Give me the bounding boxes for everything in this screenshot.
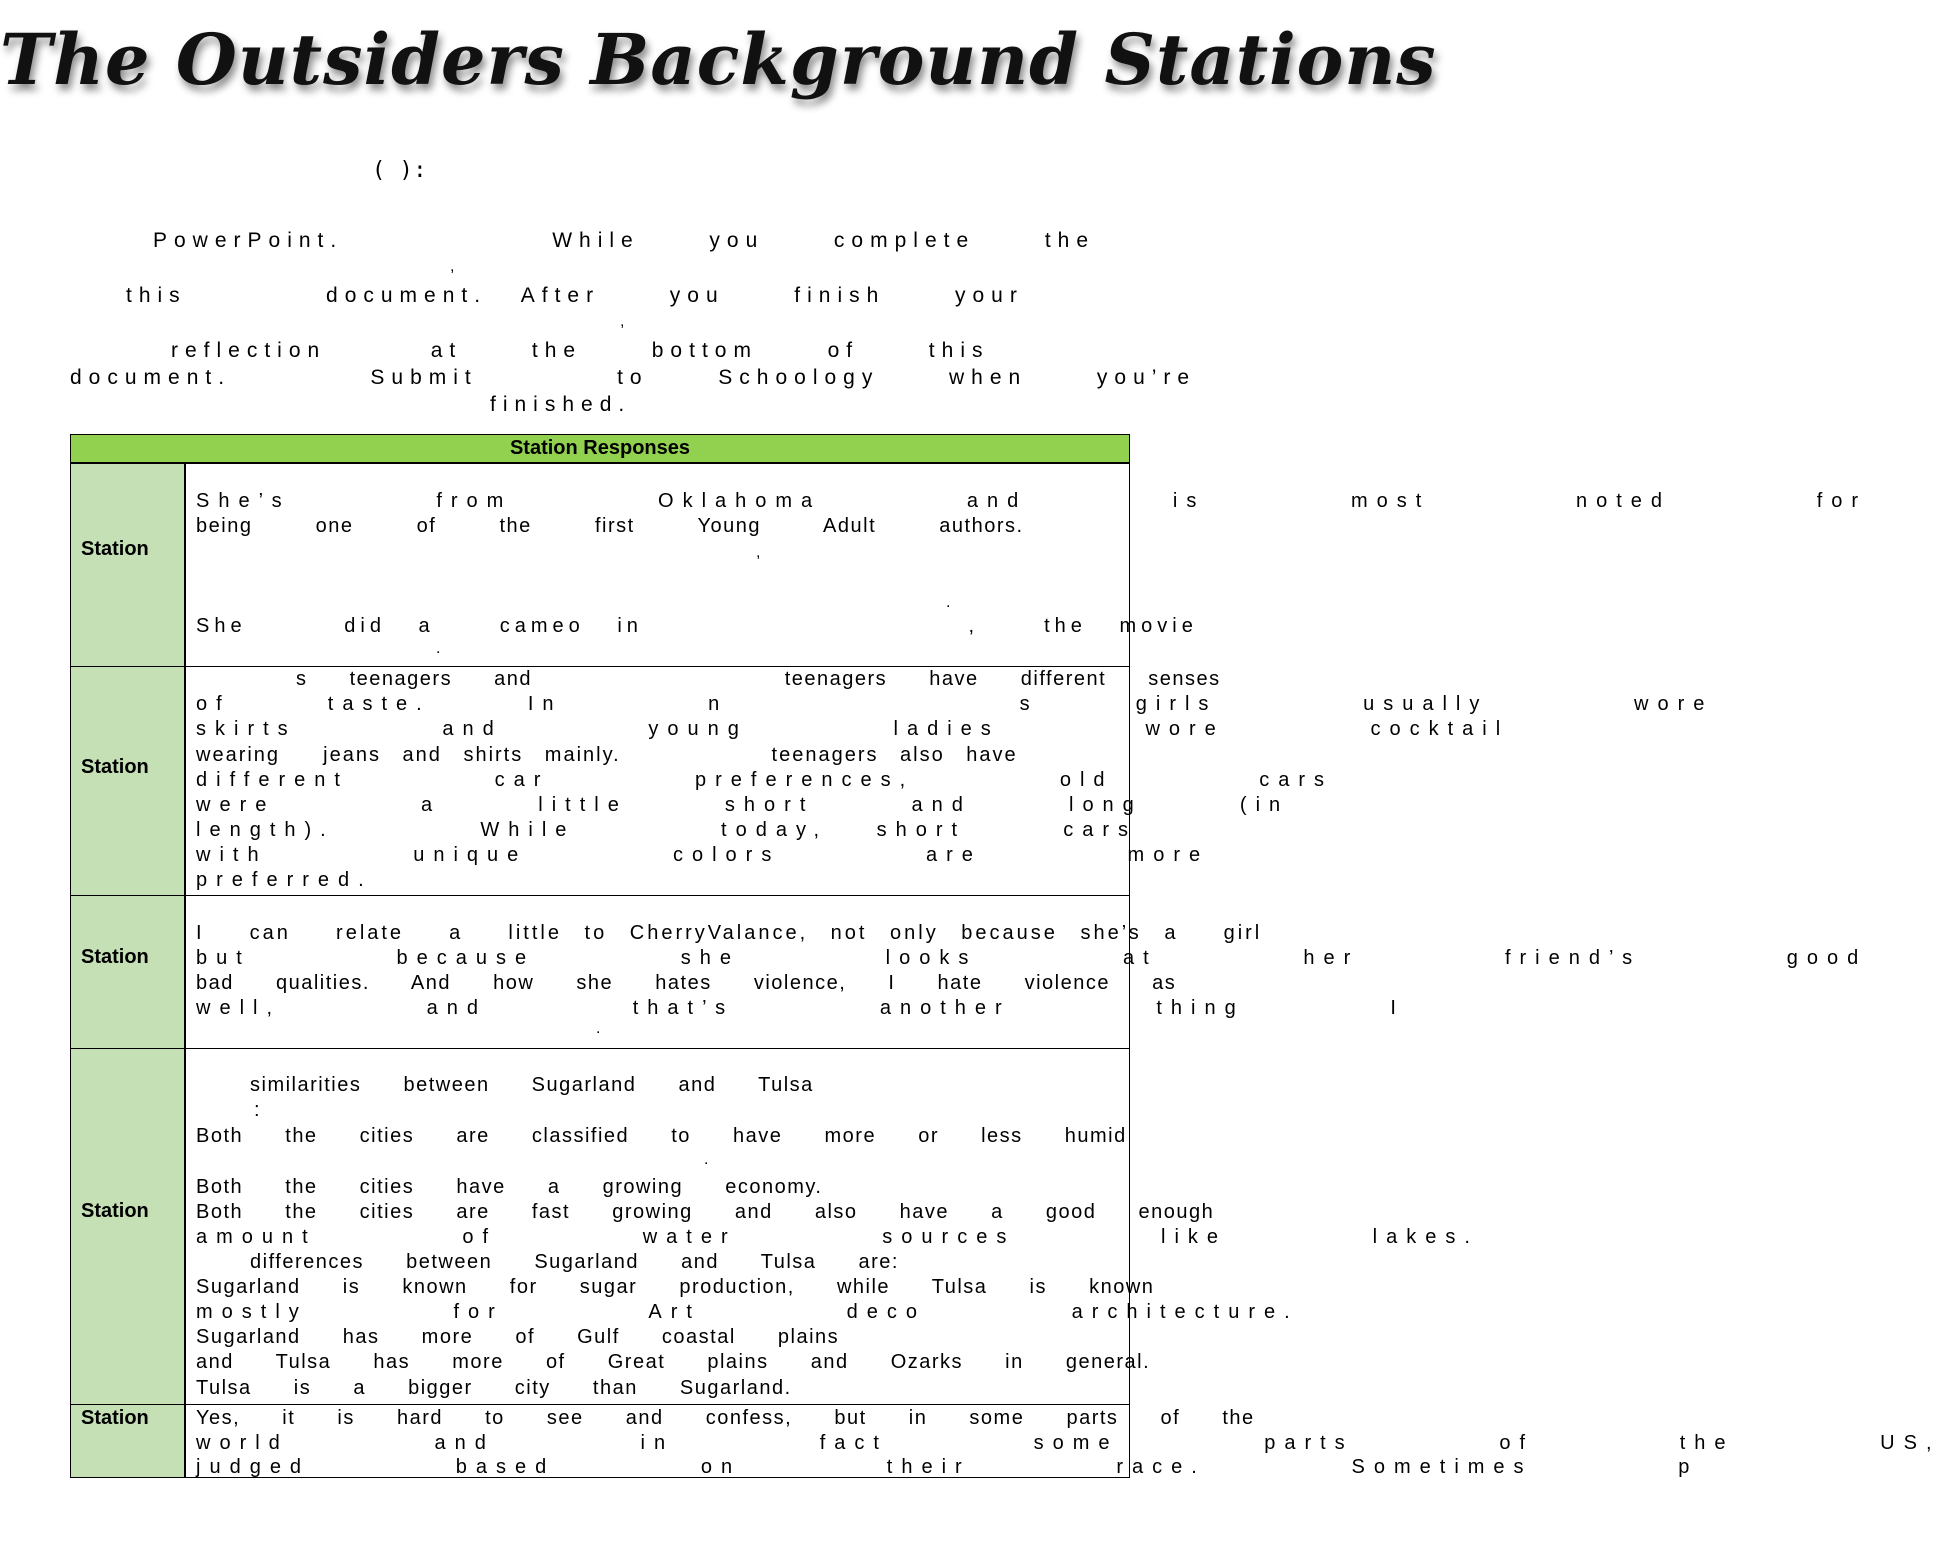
table-row xyxy=(71,1048,1479,1404)
intro-line-5: finished. xyxy=(490,393,632,416)
response-line: judged based on their race. Sometimes p xyxy=(196,1456,1699,1478)
response-line: She’s from Oklahoma and is most noted for xyxy=(196,490,1868,512)
table-header-label: Station Responses xyxy=(509,437,691,459)
response-line: world and in fact some parts of the US, xyxy=(196,1432,1941,1454)
table-row xyxy=(71,666,1714,895)
response-line: , xyxy=(756,544,761,561)
response-line: but because she looks at her friend’s good xyxy=(196,947,1868,969)
station-label-cell xyxy=(71,896,186,1048)
response-line: being one of the first Young Adult authors. xyxy=(196,515,1024,537)
response-line: s teenagers and teenagers have different senses xyxy=(296,668,1221,690)
station-label: Station xyxy=(81,946,149,968)
response-cell xyxy=(186,464,1868,666)
response-line: skirts and young ladies wore cocktail xyxy=(196,718,1510,740)
response-line: . xyxy=(596,1020,601,1037)
response-line: mostly for Art deco architecture. xyxy=(196,1301,1299,1323)
response-line: bad qualities. And how she hates violence, I hate violence as xyxy=(196,972,1177,994)
name-line: ( ): xyxy=(372,158,427,183)
station-label-cell xyxy=(71,1049,186,1404)
station-label: Station xyxy=(81,538,149,560)
response-cell xyxy=(186,667,1714,895)
response-line: : xyxy=(254,1099,260,1121)
response-line: similarities between Sugarland and Tulsa xyxy=(250,1074,814,1096)
intro-line-4: document. Submit to Schoology when you’re xyxy=(70,366,1197,389)
station-label-cell xyxy=(71,667,186,895)
response-line: Sugarland has more of Gulf coastal plains xyxy=(196,1326,840,1348)
response-line: . xyxy=(704,1151,709,1168)
response-line: with unique colors are more xyxy=(196,844,1210,866)
response-line: . xyxy=(946,594,951,611)
response-line: Sugarland is known for sugar production, while Tulsa is known xyxy=(196,1276,1155,1298)
intro-comma-2: , xyxy=(620,313,625,330)
table-row xyxy=(71,1404,1941,1478)
station-label: Station xyxy=(81,1200,149,1222)
response-line: wearing jeans and shirts mainly. teenagers also have xyxy=(196,744,1018,766)
response-line: . xyxy=(436,640,441,657)
response-cell xyxy=(186,1405,1941,1478)
response-line: were a little short and long (in xyxy=(196,794,1290,816)
page-title: The Outsiders Background Stations xyxy=(0,18,1437,101)
table-row xyxy=(71,463,1868,666)
response-line: length). While today, short cars xyxy=(196,819,1137,841)
response-line: Both the cities are classified to have more or less humid xyxy=(196,1125,1127,1147)
station-label-cell xyxy=(71,1405,186,1477)
response-line: I can relate a little to CherryValance, not only because she’s a girl xyxy=(196,922,1263,944)
response-line: differences between Sugarland and Tulsa are: xyxy=(250,1251,899,1273)
station-label: Station xyxy=(81,756,149,778)
table-row xyxy=(71,895,1868,1048)
response-line: preferred. xyxy=(196,869,373,891)
response-line: Yes, it is hard to see and confess, but in some parts of the xyxy=(196,1407,1255,1429)
intro-line-2: this document. After you finish your xyxy=(126,284,1024,307)
response-line: well, and that’s another thing I xyxy=(196,997,1405,1019)
response-cell xyxy=(186,896,1868,1048)
response-line: of taste. In n s girls usually wore xyxy=(196,693,1714,715)
response-line: different car preferences, old cars xyxy=(196,769,1334,791)
stations-table xyxy=(70,434,1941,1478)
intro-line-3: reflection at the bottom of this xyxy=(171,339,990,362)
intro-line-1: PowerPoint. While you complete the xyxy=(153,229,1096,252)
response-line: Both the cities have a growing economy. xyxy=(196,1176,823,1198)
station-label-cell xyxy=(71,464,186,666)
response-line: Both the cities are fast growing and also have a good enough xyxy=(196,1201,1215,1223)
response-cell xyxy=(186,1049,1479,1404)
response-line: and Tulsa has more of Great plains and Ozarks in general. xyxy=(196,1351,1151,1373)
response-line: She did a cameo in , the movie xyxy=(196,615,1198,637)
response-line: Tulsa is a bigger city than Sugarland. xyxy=(196,1377,792,1399)
table-header xyxy=(71,435,1129,463)
station-label: Station xyxy=(81,1407,149,1429)
intro-comma-1: , xyxy=(450,258,455,275)
response-line: amount of water sources like lakes. xyxy=(196,1226,1479,1248)
